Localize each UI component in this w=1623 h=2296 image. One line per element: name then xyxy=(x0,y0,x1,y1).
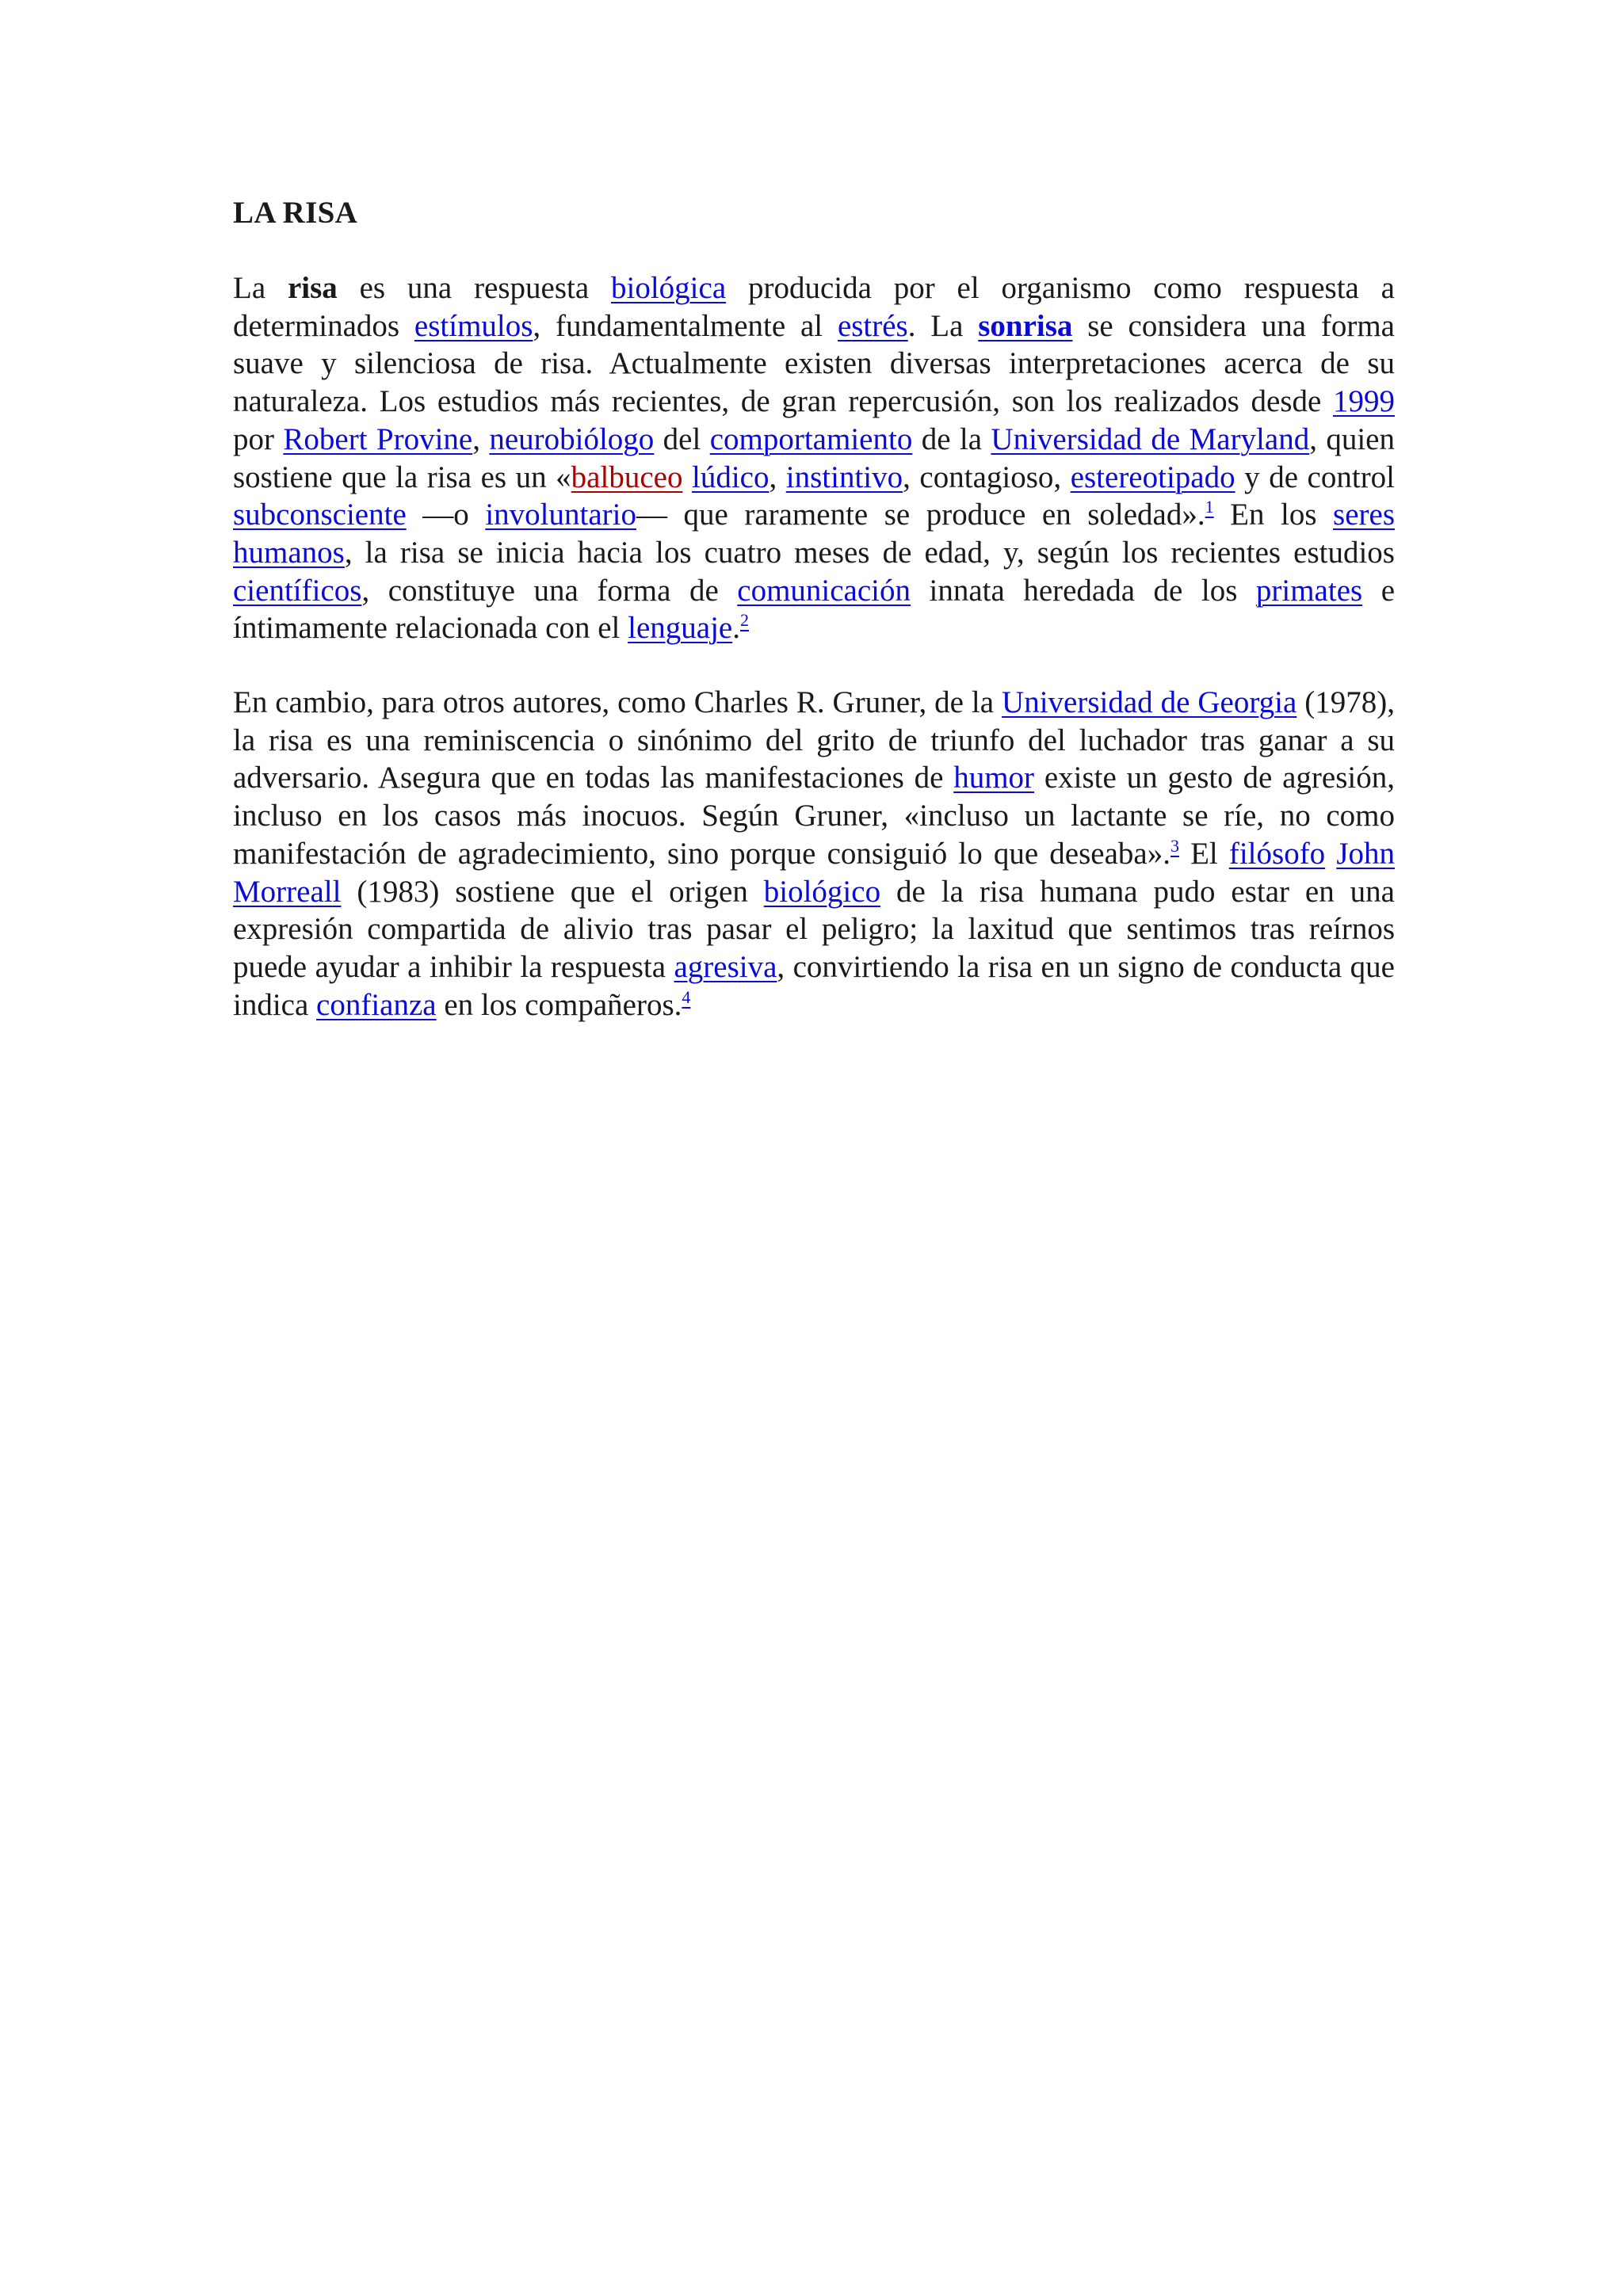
paragraph xyxy=(233,684,1395,1024)
inline-link[interactable]: Universidad de Georgia xyxy=(1002,685,1297,720)
footnote-marker xyxy=(1170,836,1179,856)
text-run: se considera una forma suave y silenciosa de risa. Actualmente existen diversas interpretaciones acerca de su naturaleza. Los estudios más recientes, de gran repercusión, son los realizados desde xyxy=(233,308,1395,419)
inline-link[interactable]: confianza xyxy=(316,987,437,1022)
inline-link[interactable]: 1999 xyxy=(1333,384,1395,419)
text-run: , convirtiendo la risa en un signo de conducta que indica xyxy=(233,949,1395,1022)
text-run: e íntimamente relacionada con el xyxy=(233,573,1396,646)
footnote-reference-link[interactable]: 3 xyxy=(1170,835,1179,856)
inline-link[interactable]: biológico xyxy=(763,874,881,909)
inline-link[interactable]: Robert Provine xyxy=(283,421,473,456)
text-run xyxy=(1325,837,1336,871)
text-run: producida por el organismo como respuesta a determinados xyxy=(233,271,1395,343)
inline-link[interactable]: estímulos xyxy=(414,308,533,343)
text-run: , xyxy=(769,460,786,494)
footnote-marker xyxy=(682,987,690,1007)
text-run: , constituye una forma de xyxy=(361,573,738,608)
text-run: En los xyxy=(1213,498,1334,532)
text-run: del xyxy=(654,421,710,456)
document-body xyxy=(233,269,1395,1024)
inline-link[interactable]: neurobiólogo xyxy=(489,421,655,456)
inline-link[interactable]: humor xyxy=(953,761,1035,795)
text-run: . xyxy=(732,611,740,646)
inline-link[interactable]: involuntario xyxy=(485,498,636,532)
text-run: —o xyxy=(406,498,486,532)
inline-link[interactable]: comportamiento xyxy=(709,421,913,456)
text-run: En cambio, para otros autores, como Charles R. Gruner, de la xyxy=(233,685,1002,720)
inline-link[interactable]: subconsciente xyxy=(233,498,407,532)
text-run: — que raramente se produce en soledad». xyxy=(636,498,1205,532)
inline-link[interactable]: filósofo xyxy=(1228,836,1326,871)
inline-link[interactable]: comunicación xyxy=(737,573,911,608)
text-run: La xyxy=(233,271,288,305)
inline-link[interactable]: científicos xyxy=(233,573,362,608)
text-run: . La xyxy=(907,308,979,343)
inline-link[interactable]: lenguaje xyxy=(628,611,733,646)
inline-link[interactable]: seres humanos xyxy=(233,498,1396,570)
inline-link[interactable]: primates xyxy=(1255,573,1363,608)
inline-link[interactable] xyxy=(978,309,1072,343)
text-run: (1983) sostiene que el origen xyxy=(341,874,764,909)
inline-link[interactable]: estereotipado xyxy=(1070,460,1235,494)
document-page xyxy=(233,194,1395,1060)
text-run: y de control xyxy=(1235,460,1396,494)
footnote-reference-link[interactable]: 4 xyxy=(682,986,691,1007)
inline-link[interactable]: John Morreall xyxy=(233,836,1395,909)
inline-link[interactable]: balbuceo xyxy=(571,460,683,494)
text-run: innata heredada de los xyxy=(911,573,1256,608)
text-run: (1978), la risa es una reminiscencia o sinónimo del grito de triunfo del luchador tras ganar a su adversario. Asegura que en todas las manifestaciones de xyxy=(233,685,1395,795)
text-run: es una respuesta xyxy=(337,271,611,305)
text-run: de la xyxy=(912,421,991,456)
footnote-marker xyxy=(1205,497,1214,517)
text-run: , fundamentalmente al xyxy=(533,308,838,343)
inline-link[interactable]: biológica xyxy=(611,271,727,305)
footnote-reference-link[interactable]: 1 xyxy=(1205,497,1214,517)
text-run: , xyxy=(472,421,490,456)
document-title: LA RISA xyxy=(233,196,358,230)
bold-term: risa xyxy=(287,271,338,305)
footnote-reference-link[interactable]: 2 xyxy=(739,610,749,631)
text-run: , contagioso, xyxy=(903,460,1071,494)
text-run: por xyxy=(233,421,284,456)
text-run: de la risa humana pudo estar en una expresión compartida de alivio tras pasar el peligro; la laxitud que sentimos tras reírnos puede ayudar a inhibir la respuesta xyxy=(233,874,1395,984)
text-run: , la risa se inicia hacia los cuatro meses de edad, y, según los recientes estudios xyxy=(344,535,1395,570)
text-run: , quien sostiene que la risa es un « xyxy=(233,421,1395,494)
inline-link[interactable]: estrés xyxy=(837,308,908,343)
text-run: en los compañeros. xyxy=(436,987,682,1022)
text-run: existe un gesto de agresión, incluso en los casos más inocuos. Según Gruner, «incluso un lactante se ríe, no como manifestación de agradecimiento, sino porque consiguió lo que deseaba». xyxy=(233,761,1395,871)
inline-link[interactable]: instintivo xyxy=(785,460,903,494)
paragraph xyxy=(233,269,1395,647)
inline-link[interactable]: lúdico xyxy=(691,460,769,494)
text-run xyxy=(682,460,692,494)
footnote-marker xyxy=(740,610,749,630)
inline-link[interactable]: Universidad de Maryland xyxy=(991,421,1310,456)
inline-link[interactable]: agresiva xyxy=(674,949,777,984)
text-run: El xyxy=(1178,836,1229,871)
bold-link-text: sonrisa xyxy=(978,308,1073,343)
